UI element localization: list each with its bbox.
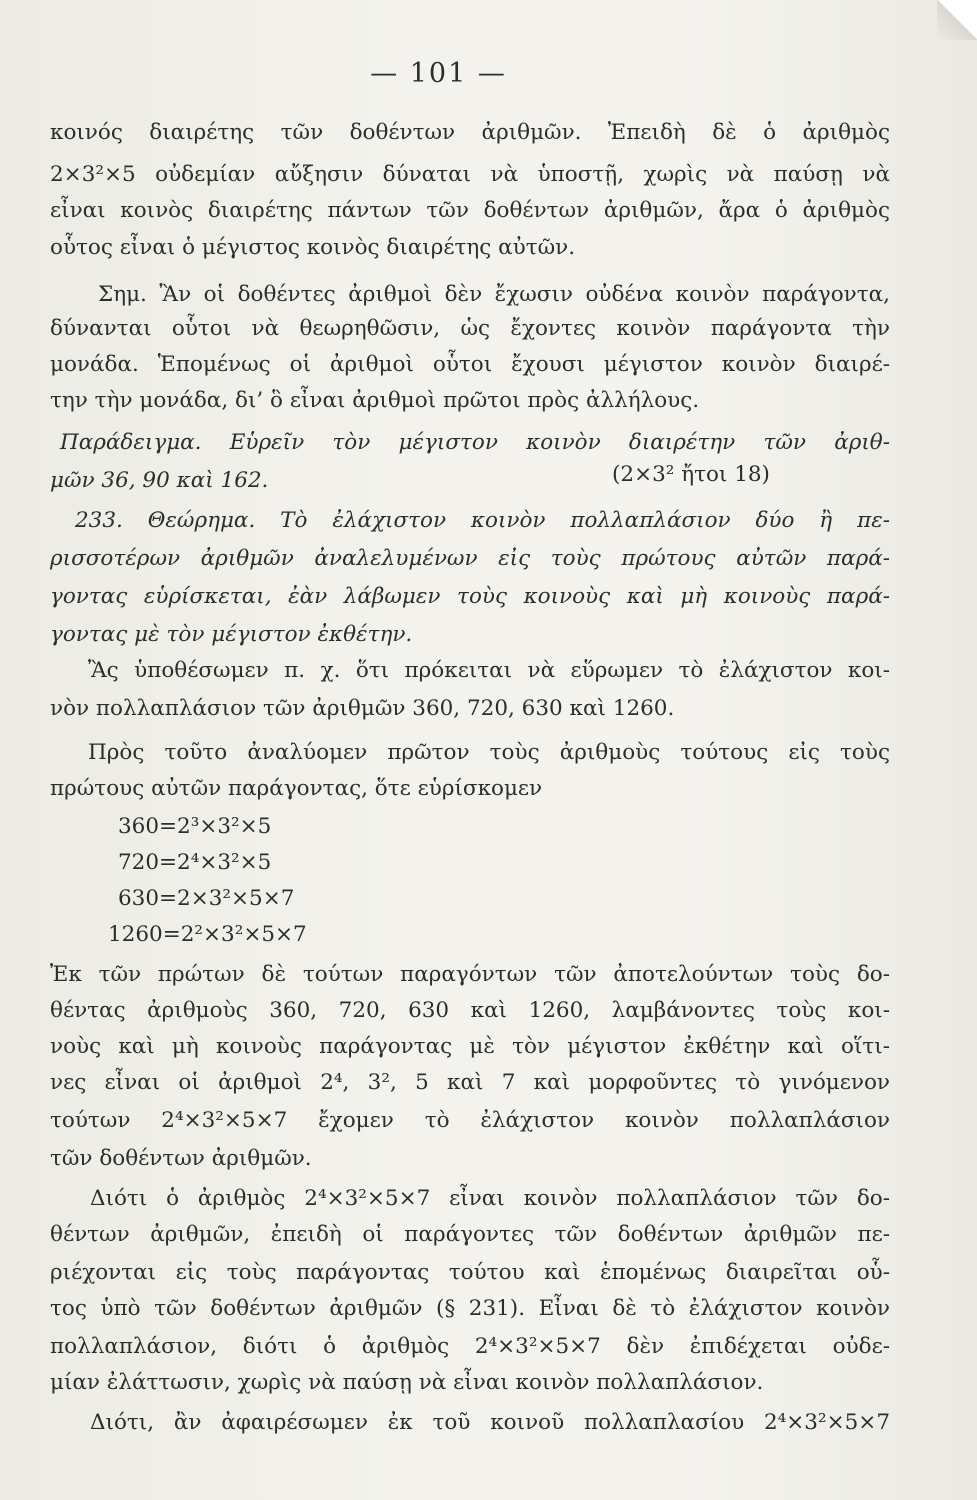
text-line: ριέχονται εἰς τοὺς παράγοντας τούτου καὶ ἑπομένως διαιρεῖται οὗ- xyxy=(50,1260,890,1285)
text-line: μίαν ἐλάττωσιν, χωρὶς νὰ παύσῃ νὰ εἶναι κοινὸν πολλαπλάσιον. xyxy=(50,1370,764,1395)
text-line: Ἐκ τῶν πρώτων δὲ τούτων παραγόντων τῶν ἀποτελούντων τοὺς δο- xyxy=(50,962,890,987)
theorem-line: γοντας εὑρίσκεται, ἐὰν λάβωμεν τοὺς κοινοὺς καὶ μὴ κοινοὺς παρά- xyxy=(50,584,890,609)
page-corner xyxy=(937,0,977,40)
example-heading: Παράδειγμα. Εὑρεῖν τὸν μέγιστον κοινὸν διαιρέτην τῶν ἀριθ- xyxy=(60,430,890,455)
text-line: εἶναι κοινὸς διαιρέτης πάντων τῶν δοθέντων ἀριθμῶν, ἄρα ὁ ἀριθμὸς xyxy=(50,198,890,223)
note-line: Σημ. Ἂν οἱ δοθέντες ἀριθμοὶ δὲν ἔχωσιν οὐδένα κοινὸν παράγοντα, xyxy=(98,282,890,307)
text-line: μονάδα. Ἑπομένως οἱ ἀριθμοὶ οὗτοι ἔχουσι μέγιστον κοινὸν διαιρέ- xyxy=(50,352,890,377)
text-line: πρώτους αὐτῶν παράγοντας, ὅτε εὑρίσκομεν xyxy=(50,776,543,801)
text-line: Διότι ὁ ἀριθμὸς 2⁴×3²×5×7 εἶναι κοινὸν πολλαπλάσιον τῶν δο- xyxy=(90,1186,890,1211)
text-line: θέντων ἀριθμῶν, ἐπειδὴ οἱ παράγοντες τῶν δοθέντων ἀριθμῶν πε- xyxy=(50,1222,890,1247)
text-line: την τὴν μονάδα, δι’ ὃ εἶναι ἀριθμοὶ πρῶτοι πρὸς ἀλλήλους. xyxy=(50,388,700,413)
text-line: νοὺς καὶ μὴ κοινοὺς παράγοντας μὲ τὸν μέγιστον ἐκθέτην καὶ οἵτι- xyxy=(50,1034,890,1059)
factorization-720: 720=2⁴×3²×5 xyxy=(118,850,272,875)
theorem-heading: 233. Θεώρημα. Τὸ ἐλάχιστον κοινὸν πολλαπλάσιον δύο ἢ πε- xyxy=(75,508,890,533)
text-line: νὸν πολλαπλάσιον τῶν ἀριθμῶν 360, 720, 630 καὶ 1260. xyxy=(50,696,675,721)
text-line: Πρὸς τοῦτο ἀναλύομεν πρῶτον τοὺς ἀριθμοὺς τούτους εἰς τοὺς xyxy=(88,740,890,765)
theorem-line: γοντας μὲ τὸν μέγιστον ἐκθέτην. xyxy=(50,622,413,647)
factorization-630: 630=2×3²×5×7 xyxy=(118,886,295,911)
text-line: μῶν 36, 90 καὶ 162. xyxy=(50,468,269,493)
theorem-line: ρισσοτέρων ἀριθμῶν ἀναλελυμένων εἰς τοὺς πρώτους αὐτῶν παρά- xyxy=(50,546,890,571)
page-number: — 101 — xyxy=(370,58,507,89)
text-line: οὗτος εἶναι ὁ μέγιστος κοινὸς διαιρέτης αὐτῶν. xyxy=(50,235,576,260)
text-line: τος ὑπὸ τῶν δοθέντων ἀριθμῶν (§ 231). Εἶναι δὲ τὸ ἐλάχιστον κοινὸν xyxy=(50,1296,890,1321)
text-line: τῶν δοθέντων ἀριθμῶν. xyxy=(50,1146,312,1171)
text-line: νες εἶναι οἱ ἀριθμοὶ 2⁴, 3², 5 καὶ 7 καὶ μορφοῦντες τὸ γινόμενον xyxy=(50,1070,890,1095)
text-line: θέντας ἀριθμοὺς 360, 720, 630 καὶ 1260, λαμβάνοντες τοὺς κοι- xyxy=(50,998,890,1023)
text-line: κοινός διαιρέτης τῶν δοθέντων ἀριθμῶν. Ἐπειδὴ δὲ ὁ ἀριθμὸς xyxy=(50,120,890,145)
text-line: Ἂς ὑποθέσωμεν π. χ. ὅτι πρόκειται νὰ εὕρωμεν τὸ ἐλάχιστον κοι- xyxy=(88,658,890,683)
text-line: Διότι, ἂν ἀφαιρέσωμεν ἐκ τοῦ κοινοῦ πολλαπλασίου 2⁴×3²×5×7 xyxy=(90,1410,890,1435)
answer-note: (2×3² ἤτοι 18) xyxy=(612,462,770,487)
factorization-360: 360=2³×3²×5 xyxy=(118,814,272,839)
text-line: πολλαπλάσιον, διότι ὁ ἀριθμὸς 2⁴×3²×5×7 δὲν ἐπιδέχεται οὐδε- xyxy=(50,1334,890,1359)
factorization-1260: 1260=2²×3²×5×7 xyxy=(108,922,307,947)
text-line: 2×3²×5 οὐδεμίαν αὔξησιν δύναται νὰ ὑποστῇ, χωρὶς νὰ παύσῃ νὰ xyxy=(50,162,890,187)
text-line: δύνανται οὗτοι νὰ θεωρηθῶσιν, ὡς ἔχοντες κοινὸν παράγοντα τὴν xyxy=(50,316,890,341)
text-line: τούτων 2⁴×3²×5×7 ἔχομεν τὸ ἐλάχιστον κοινὸν πολλαπλάσιον xyxy=(50,1108,890,1133)
